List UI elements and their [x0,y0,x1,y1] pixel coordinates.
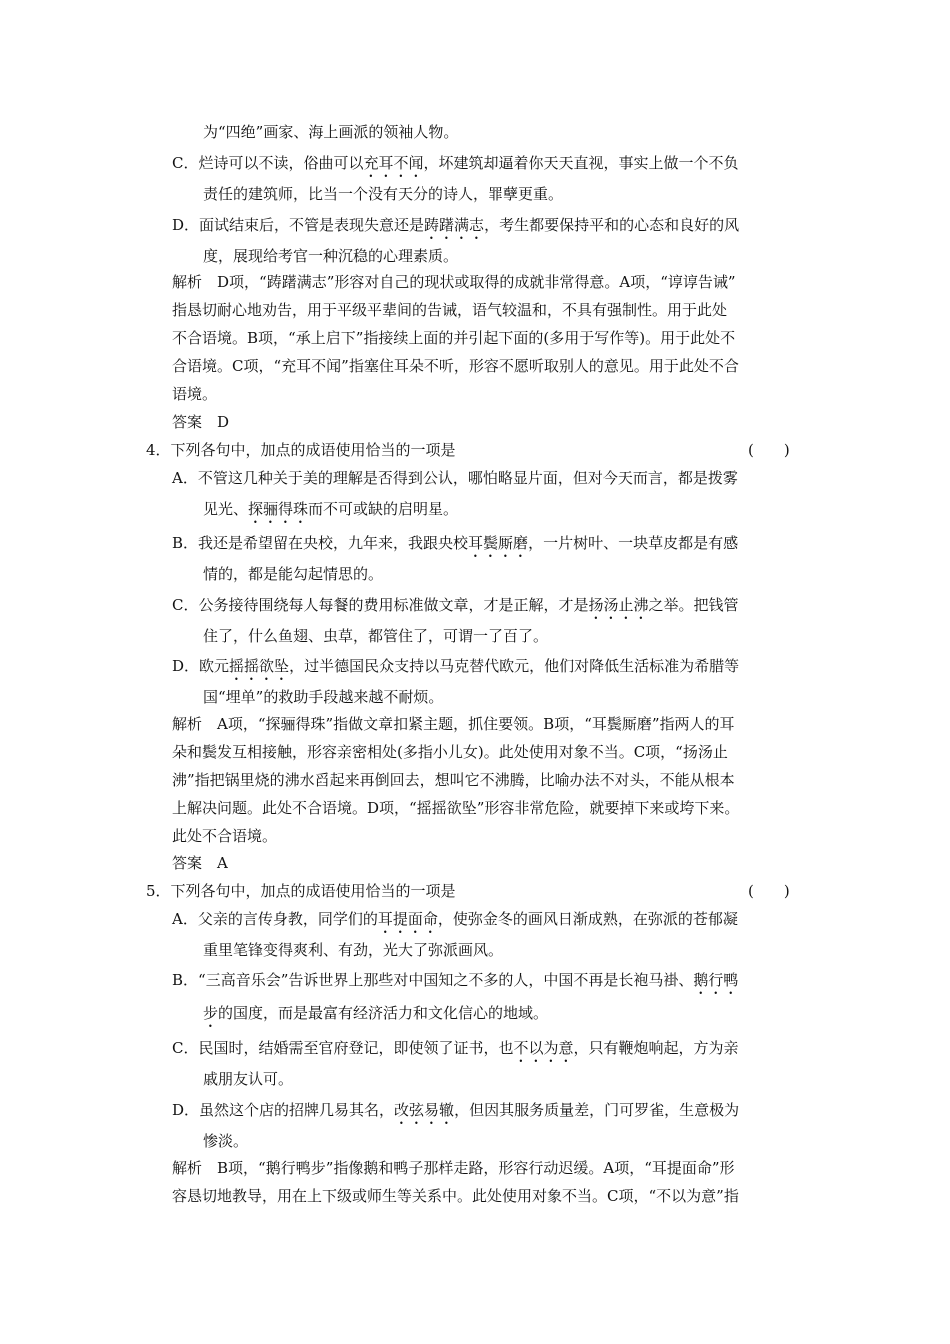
dotted-idiom: 扬汤止沸 [588,596,649,614]
q4-option-a-continuation [203,499,458,521]
q3-option-c-continuation: 责任的建筑师，比当一个没有天分的诗人，罪孽更重。 [203,185,564,203]
option-label: C． [172,596,199,614]
option-text: 虽然这个店的招牌几易其名， [199,1101,395,1119]
option-text: ，但因其服务质量差，门可罗雀，生意极为 [454,1101,740,1119]
q4-option-c [172,595,739,617]
q5-answer-blank: ( ) [748,882,790,900]
option-text: 我还是希望留在央校，九年来，我跟央校 [198,534,469,552]
q4-analysis-line: 沸”指把锅里烧的沸水舀起来再倒回去，想叫它不沸腾，比喻办法不对头，不能从根本 [172,771,735,789]
q4-analysis-line: 上解决问题。此处不合语境。D项，“摇摇欲坠”形容非常危险，就要掉下来或垮下来。 [172,799,740,817]
q4-option-c-continuation: 住了，什么鱼翅、虫草，都管住了，可谓一了百了。 [203,627,549,645]
option-text: 父亲的言传身教，同学们的 [197,910,378,928]
option-text: ，只有鞭炮响起，方为亲 [573,1039,739,1057]
q5-option-c-continuation: 戚朋友认可。 [203,1070,294,1088]
q3-analysis-line: 指恳切耐心地劝告，用于平级平辈间的告诫，语气较温和，不具有强制性。用于此处 [172,301,728,319]
q5-option-b [172,970,738,992]
option-label: D． [172,657,200,675]
option-label: D． [172,216,200,234]
option-label: B． [172,971,199,989]
q3-option-d-continuation: 度，展现给考官一种沉稳的心理素质。 [203,247,459,265]
dotted-idiom: 步 [203,1004,219,1022]
q5-option-b-continuation [203,1003,548,1025]
option-label: D． [172,1101,200,1119]
option-text: 见光、 [203,500,249,518]
option-text: 民国时，结婚需至官府登记，即使领了证书，也 [198,1039,514,1057]
dotted-idiom: 不以为意 [513,1039,574,1057]
q4-option-d [172,656,739,678]
q5-option-d-continuation: 惨淡。 [203,1132,249,1150]
q4-answer-blank: ( ) [748,441,790,459]
q5-stem: 5．下列各句中，加点的成语使用恰当的一项是 [146,882,456,900]
q5-option-a-continuation: 重里笔锋变得爽利、有劲，光大了弥派画风。 [203,941,504,959]
option-text: ，过半德国民众支持以马克替代欧元，他们对降低生活标准为希腊等 [289,657,740,675]
option-text: 烂诗可以不读，俗曲可以 [198,154,364,172]
dotted-idiom: 改弦易辙 [394,1101,455,1119]
q4-option-a: A．不管这几种关于美的理解是否得到公认，哪怕略显片面，但对今天而言，都是拨雾 [172,469,738,487]
q5-option-d [172,1100,739,1122]
option-text: ，使弥金冬的画风日渐成熟，在弥派的苍郁凝 [437,910,738,928]
option-text: 公务接待围绕每人每餐的费用标准做文章，才是正解，才是 [198,596,589,614]
q4-analysis-line: 此处不合语境。 [172,827,278,845]
q4-analysis-line: 朵和鬓发互相接触，形容亲密相处(多指小儿女)。此处使用对象不当。C项，“扬汤止 [172,743,728,761]
dotted-idiom: 鹅行鸭 [693,971,739,989]
q5-analysis-line: 解析 B项，“鹅行鸭步”指像鹅和鸭子那样走路，形容行动迟缓。A项，“耳提面命”形 [172,1159,735,1177]
option-label: C． [172,1039,199,1057]
option-label: A． [172,910,198,928]
q3-option-d [172,215,739,237]
dotted-idiom: 充耳不闻 [363,154,424,172]
q4-stem: 4．下列各句中，加点的成语使用恰当的一项是 [146,441,456,459]
q3-analysis-line: 语境。 [172,385,218,403]
dotted-idiom: 耳鬓厮磨 [468,534,529,552]
option-text: “三高音乐会”告诉世界上那些对中国知之不多的人，中国不再是长袍马褂、 [198,971,694,989]
q5-analysis-line: 容恳切地教导，用在上下级或师生等关系中。此处使用对象不当。C项，“不以为意”指 [172,1187,739,1205]
option-text: 面试结束后，不管是表现失意还是 [199,216,425,234]
dotted-idiom: 耳提面命 [377,910,438,928]
option-text: ，一片树叶、一块草皮都是有感 [528,534,739,552]
dotted-idiom: 踌躇满志 [424,216,485,234]
q5-option-c [172,1038,739,1060]
option-text: 欧元 [199,657,230,675]
option-text: 的国度，而是最富有经济活力和文化信心的地域。 [218,1004,549,1022]
q4-analysis-line: 解析 A项，“探骊得珠”指做文章扣紧主题，抓住要领。B项，“耳鬓厮磨”指两人的耳 [172,715,735,733]
q3-analysis-line: 合语境。C项，“充耳不闻”指塞住耳朵不听，形容不愿听取别人的意见。用于此处不合 [172,357,739,375]
q3-analysis-line: 解析 D项，“踌躇满志”形容对自己的现状或取得的成就非常得意。A项，“谆谆告诫” [172,273,736,291]
q3-option-c [172,153,739,175]
q3-answer: 答案 D [172,413,230,431]
option-text: ，考生都要保持平和的心态和良好的风 [484,216,740,234]
option-label: B． [172,534,199,552]
q3-analysis-line: 不合语境。B项，“承上启下”指接续上面的并引起下面的(多用于写作等)。用于此处不 [172,329,736,347]
option-text: 而不可或缺的启明星。 [308,500,459,518]
option-text: ，坏建筑却逼着你天天直视，事实上做一个不负 [423,154,739,172]
q4-option-b [172,533,738,555]
q3-option-a-continuation: 为“四绝”画家、海上画派的领袖人物。 [203,123,459,141]
q4-option-b-continuation: 情的，都是能勾起情思的。 [203,565,384,583]
option-text: 之举。把钱管 [648,596,739,614]
q4-answer: 答案 A [172,854,228,872]
dotted-idiom: 探骊得珠 [248,500,309,518]
q4-option-d-continuation: 国“埋单”的救助手段越来越不耐烦。 [203,688,444,706]
option-label: C． [172,154,199,172]
dotted-idiom: 摇摇欲坠 [229,657,290,675]
q5-option-a [172,909,738,931]
